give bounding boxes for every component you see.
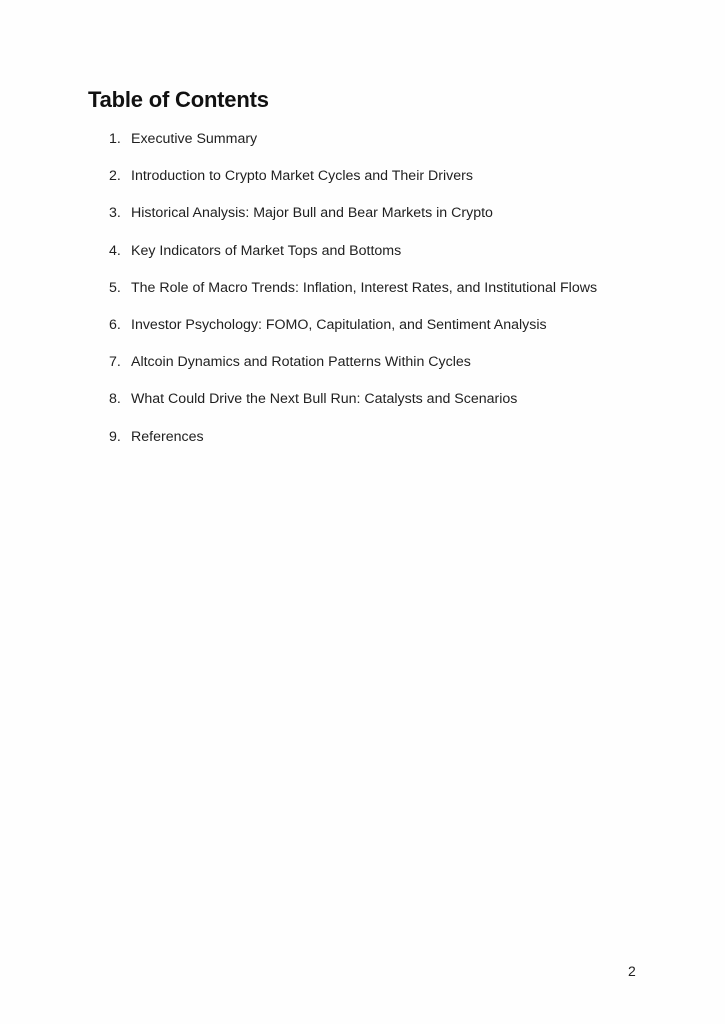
toc-item-title: The Role of Macro Trends: Inflation, Interest Rates, and Institutional Flows <box>131 279 598 296</box>
toc-item-title: Altcoin Dynamics and Rotation Patterns Within Cycles <box>131 354 471 371</box>
toc-item-number: 1. <box>109 131 121 147</box>
toc-item-number: 3. <box>109 205 121 222</box>
toc-item-title: Executive Summary <box>131 131 258 147</box>
toc-item-number: 7. <box>109 354 121 371</box>
toc-item-title: References <box>131 428 204 445</box>
toc-item-number: 8. <box>109 391 121 408</box>
toc-item-number: 5. <box>109 279 121 296</box>
toc-item-title: Investor Psychology: FOMO, Capitulation, and Sentiment Analysis <box>131 316 547 333</box>
toc-item-number: 2. <box>109 168 121 185</box>
toc-item-title: What Could Drive the Next Bull Run: Catalysts and Scenarios <box>131 391 518 408</box>
toc-item-number: 4. <box>109 242 121 259</box>
toc-heading: Table of Contents <box>88 87 269 112</box>
page-number: 2 <box>628 963 636 979</box>
toc-item-title: Key Indicators of Market Tops and Bottoms <box>131 242 402 259</box>
toc-item-number: 6. <box>109 316 121 333</box>
toc-item-title: Introduction to Crypto Market Cycles and Their Drivers <box>131 168 473 185</box>
toc-item-number: 9. <box>109 428 121 445</box>
toc-item-title: Historical Analysis: Major Bull and Bear Markets in Crypto <box>131 205 493 222</box>
